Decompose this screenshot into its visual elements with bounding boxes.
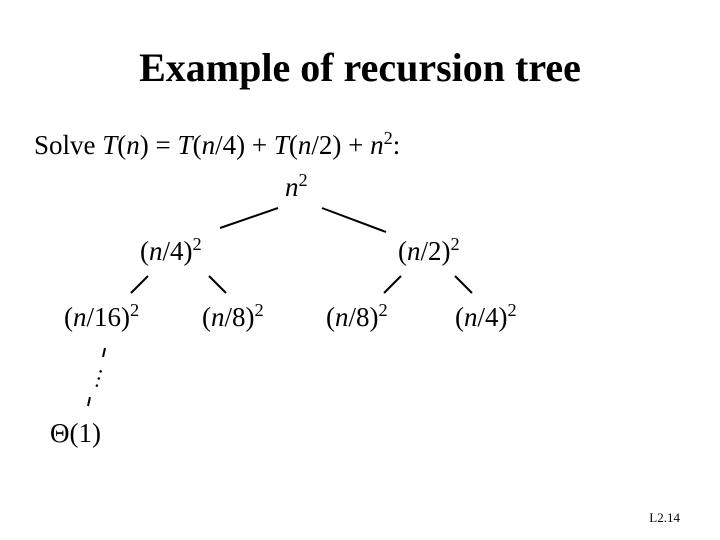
node-exponent: 2 <box>130 299 140 320</box>
term3-variable: n <box>370 130 384 160</box>
term1-variable: n <box>201 130 216 160</box>
equals-sign: = <box>148 130 178 160</box>
node-variable: n <box>211 302 225 332</box>
term3-exponent: 2 <box>383 127 393 148</box>
node-variable: n <box>73 302 87 332</box>
tree-node-n-over-4-leaf <box>455 299 517 333</box>
node-divisor: /4) <box>477 302 508 332</box>
node-divisor: /16) <box>86 302 130 332</box>
term2-divisor: /2 <box>311 130 333 160</box>
tree-node-n-over-2 <box>398 233 460 267</box>
root-exponent: 2 <box>298 169 308 190</box>
tree-node-n-over-8-a <box>202 299 264 333</box>
paren: ( <box>398 236 407 266</box>
edge-right-leftchild <box>384 276 401 293</box>
base-case-theta-1: Θ(1) <box>50 418 101 448</box>
node-variable: n <box>335 302 349 332</box>
node-divisor: /8) <box>224 302 255 332</box>
term1-function: T <box>177 130 193 160</box>
node-divisor: /8) <box>348 302 379 332</box>
term2-function: T <box>273 130 289 160</box>
paren: ( <box>140 236 149 266</box>
paren: ( <box>455 302 464 332</box>
lhs-argument: n <box>126 130 140 160</box>
node-exponent: 2 <box>378 299 388 320</box>
tree-node-n-over-8-b <box>326 299 388 333</box>
problem-prefix: Solve <box>34 130 103 160</box>
node-exponent: 2 <box>254 299 264 320</box>
edge-root-right <box>322 208 386 232</box>
node-variable: n <box>464 302 478 332</box>
slide-title: Example of recursion tree <box>139 45 581 90</box>
plus-sign-2: + <box>341 130 371 160</box>
tree-root <box>285 169 308 203</box>
node-variable: n <box>407 236 421 266</box>
edge-leaf-upper <box>103 348 105 357</box>
node-exponent: 2 <box>450 233 460 254</box>
node-variable: n <box>149 236 163 266</box>
edge-left-rightchild <box>209 276 226 293</box>
edge-left-leftchild <box>131 276 148 293</box>
node-exponent: 2 <box>507 299 517 320</box>
plus-sign-1: + <box>245 130 274 160</box>
lhs-function: T <box>102 130 118 160</box>
edge-right-rightchild <box>455 276 472 293</box>
recurrence-statement: Solve $T(n) = T(n/4) + T(n/2) + n^2$: <box>34 127 401 160</box>
tree-node-n-over-4 <box>140 233 202 267</box>
slide-number: L2.14 <box>649 510 680 525</box>
paren: ( <box>202 302 211 332</box>
problem-suffix: : <box>392 130 401 160</box>
node-exponent: 2 <box>192 233 202 254</box>
tree-node-n-over-16 <box>64 299 140 333</box>
term2-variable: n <box>297 130 312 160</box>
node-divisor: /2) <box>420 236 451 266</box>
tree-ellipsis: … <box>77 363 108 391</box>
root-variable: n <box>285 172 299 202</box>
paren: ( <box>326 302 335 332</box>
edge-leaf-lower <box>88 397 90 406</box>
node-divisor: /4) <box>162 236 193 266</box>
edge-root-left <box>220 208 278 228</box>
term1-divisor: /4 <box>215 130 237 160</box>
paren: ( <box>64 302 73 332</box>
